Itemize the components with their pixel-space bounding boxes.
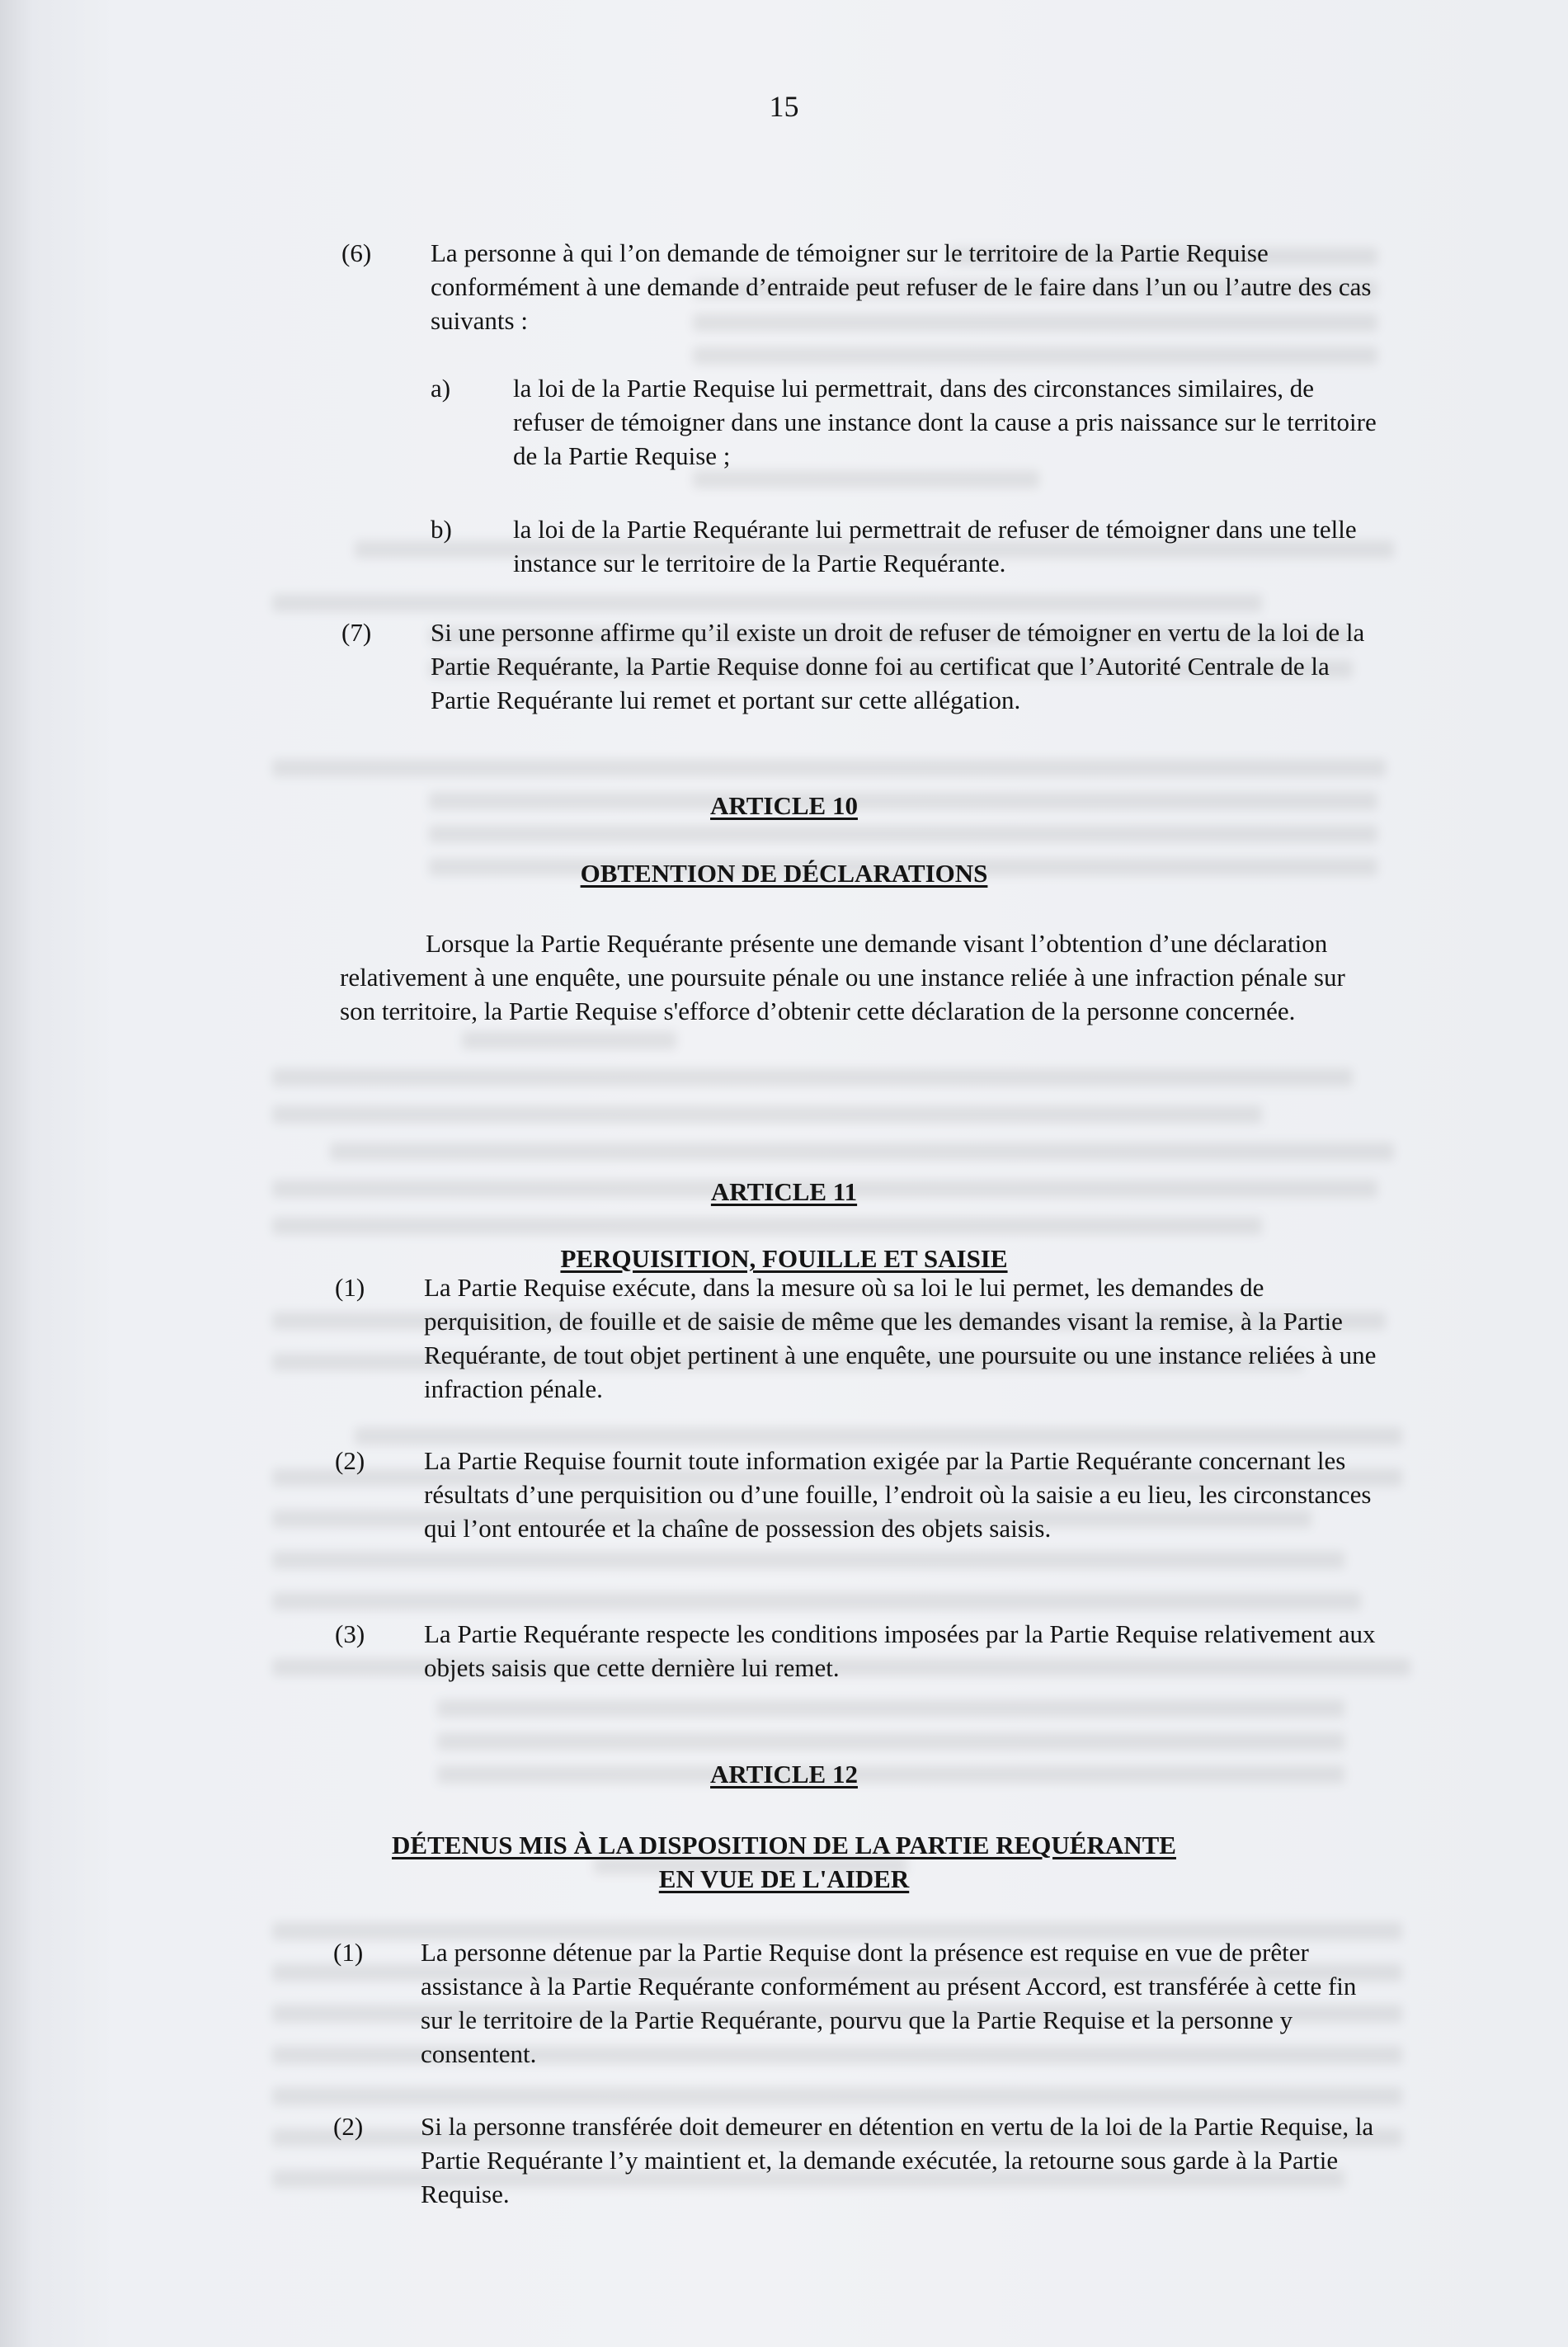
article-heading: ARTICLE 12 [710,1760,858,1789]
page-number: 15 [769,90,799,123]
paragraph-text: La Partie Requérante respecte les conditions imposées par la Partie Requise relativement aux objets saisis que cette dernière lui remet. [424,1619,1376,1682]
list-item-label: a) [431,374,451,403]
paragraph-number: (6) [341,238,372,267]
paragraph-number: (2) [335,1446,365,1475]
paragraph-number: (3) [335,1619,365,1648]
article-heading: ARTICLE 10 [710,791,858,820]
list-item-label: b) [431,515,452,544]
paragraph-number: (2) [333,2112,364,2141]
paragraph-text: La Partie Requise exécute, dans la mesure où sa loi le lui permet, les demandes de perquisition, de fouille et de saisie de même que les demandes visant la remise, à la Partie Requérante, de tout objet pertinent à une enquête, une poursuite ou une instance reliées à une infraction pénale. [424,1273,1377,1403]
list-item-text: la loi de la Partie Requérante lui permettrait de refuser de témoigner dans une telle instance sur le territoire de la Partie Requérante. [513,515,1357,577]
paragraph-text: Si une personne affirme qu’il existe un droit de refuser de témoigner en vertu de la loi de la Partie Requérante, la Partie Requise donne foi au certificat que l’Autorité Centrale de la Partie Requérante lui remet et portant sur cette allégation. [431,618,1365,714]
article-title-continued: EN VUE DE L'AIDER [658,1864,910,1893]
paragraph-text: Si la personne transférée doit demeurer en détention en vertu de la loi de la Partie Requise, la Partie Requérante l’y maintient et, la demande exécutée, la retourne sous garde à la Partie Requise. [421,2112,1374,2208]
paragraph-text: Lorsque la Partie Requérante présente une demande visant l’obtention d’une déclaration relativement à une enquête, une poursuite pénale ou une instance reliée à une infraction pénale sur son territoire, la Partie Requise s'efforce d’obtenir cette déclaration de la personne concernée. [340,929,1345,1025]
paragraph-number: (7) [341,618,372,647]
paragraph-text: La Partie Requise fournit toute information exigée par la Partie Requérante concernant les résultats d’une perquisition ou d’une fouille, l’endroit où la saisie a eu lieu, les circonstances qui l’ont entourée et la chaîne de possession des objets saisis. [424,1446,1372,1543]
article-heading: ARTICLE 11 [710,1177,858,1206]
article-title: DÉTENUS MIS À LA DISPOSITION DE LA PARTIE REQUÉRANTE [392,1831,1176,1859]
paragraph-number: (1) [333,1938,364,1967]
article-title: OBTENTION DE DÉCLARATIONS [580,859,988,888]
paragraph-text: La personne détenue par la Partie Requise dont la présence est requise en vue de prêter assistance à la Partie Requérante conformément au présent Accord, est transférée à cette fin sur le territoire de la Partie Requérante, pourvu que la Partie Requise et la personne y consentent. [421,1938,1357,2068]
list-item-text: la loi de la Partie Requise lui permettrait, dans des circonstances similaires, de refuser de témoigner dans une instance dont la cause a pris naissance sur le territoire de la Partie Requise ; [513,374,1377,470]
article-title: PERQUISITION, FOUILLE ET SAISIE [560,1244,1008,1273]
paragraph-text: La personne à qui l’on demande de témoigner sur le territoire de la Partie Requise conformément à une demande d’entraide peut refuser de le faire dans l’un ou l’autre des cas suivants : [431,238,1372,335]
paragraph-number: (1) [335,1273,365,1302]
